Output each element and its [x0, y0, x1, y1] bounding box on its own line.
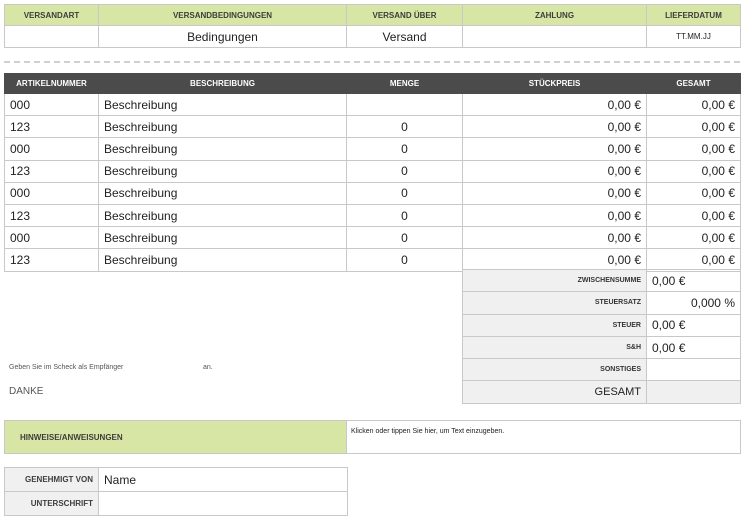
tax-value[interactable]: 0,00 € — [647, 314, 741, 336]
item-description[interactable]: Beschreibung — [99, 94, 347, 116]
item-description[interactable]: Beschreibung — [99, 249, 347, 271]
shipping-table — [4, 4, 741, 48]
item-description[interactable]: Beschreibung — [99, 116, 347, 138]
ship-via-header: VERSAND ÜBER — [347, 5, 463, 26]
item-line-total[interactable]: 0,00 € — [647, 94, 741, 116]
check-payable-label: Geben Sie im Scheck als Empfänger — [9, 364, 124, 371]
grand-total-value[interactable] — [647, 381, 741, 403]
shipping-header-row — [5, 5, 741, 26]
signature-label: UNTERSCHRIFT — [5, 492, 99, 516]
thanks-text: DANKE — [9, 386, 44, 397]
item-unit-price[interactable]: 0,00 € — [463, 204, 647, 226]
approved-by-label — [5, 468, 99, 492]
notes-table — [4, 420, 741, 454]
subtotal-label: ZWISCHENSUMME — [463, 270, 647, 292]
item-article-number[interactable]: 000 — [5, 227, 99, 249]
item-quantity[interactable] — [347, 94, 463, 116]
item-quantity[interactable]: 0 — [347, 227, 463, 249]
item-unit-price[interactable]: 0,00 € — [463, 138, 647, 160]
ship-via-cell[interactable]: Versand — [347, 26, 463, 48]
other-label: SONSTIGES — [463, 359, 647, 381]
shipping-handling-label: S&H — [463, 336, 647, 358]
taxrate-row — [463, 292, 741, 314]
other-row — [463, 359, 741, 381]
description-header: BESCHREIBUNG — [99, 74, 347, 94]
payment-header: ZAHLUNG — [463, 5, 647, 26]
item-row — [5, 94, 741, 116]
items-header-row — [5, 74, 741, 94]
approved-by-row — [5, 468, 348, 492]
item-row — [5, 182, 741, 204]
item-row — [5, 160, 741, 182]
tax-row — [463, 314, 741, 336]
shipping-method-header: VERSANDART — [5, 5, 99, 26]
shipping-handling-row — [463, 336, 741, 358]
shipping-value-row — [5, 26, 741, 48]
other-value[interactable] — [647, 359, 741, 381]
item-line-total[interactable]: 0,00 € — [647, 249, 741, 271]
check-payable-suffix: an. — [203, 364, 213, 371]
item-row — [5, 204, 741, 226]
taxrate-label: STEUERSATZ — [463, 292, 647, 314]
signature-row — [5, 492, 348, 516]
signature-value[interactable] — [99, 492, 348, 516]
approved-by-label-text: GENEHMIGT VON — [24, 475, 93, 484]
item-article-number[interactable]: 123 — [5, 204, 99, 226]
item-description[interactable]: Beschreibung — [99, 182, 347, 204]
item-unit-price[interactable]: 0,00 € — [463, 94, 647, 116]
approval-table — [4, 467, 348, 516]
notes-input[interactable]: Klicken oder tippen Sie hier, um Text einzugeben. — [347, 421, 741, 454]
item-line-total[interactable]: 0,00 € — [647, 138, 741, 160]
item-description[interactable]: Beschreibung — [99, 160, 347, 182]
grand-total-label: GESAMT — [463, 381, 647, 403]
item-row — [5, 249, 741, 271]
item-description[interactable]: Beschreibung — [99, 204, 347, 226]
shipping-terms-header: VERSANDBEDINGUNGEN — [99, 5, 347, 26]
item-row — [5, 138, 741, 160]
check-payable-text — [9, 364, 213, 371]
shipping-terms-cell[interactable]: Bedingungen — [99, 26, 347, 48]
item-article-number[interactable]: 123 — [5, 249, 99, 271]
item-row — [5, 227, 741, 249]
article-number-header: ARTIKELNUMMER — [5, 74, 99, 94]
delivery-date-header: LIEFERDATUM — [647, 5, 741, 26]
item-unit-price[interactable]: 0,00 € — [463, 227, 647, 249]
item-description[interactable]: Beschreibung — [99, 138, 347, 160]
item-unit-price[interactable]: 0,00 € — [463, 116, 647, 138]
item-quantity[interactable]: 0 — [347, 138, 463, 160]
subtotal-row — [463, 270, 741, 292]
item-quantity[interactable]: 0 — [347, 204, 463, 226]
quantity-header: MENGE — [347, 74, 463, 94]
payment-cell[interactable] — [463, 26, 647, 48]
item-article-number[interactable]: 000 — [5, 182, 99, 204]
shipping-method-cell[interactable] — [5, 26, 99, 48]
item-quantity[interactable]: 0 — [347, 116, 463, 138]
grand-total-row — [463, 381, 741, 403]
item-quantity[interactable]: 0 — [347, 182, 463, 204]
item-unit-price[interactable]: 0,00 € — [463, 160, 647, 182]
subtotal-value[interactable]: 0,00 € — [647, 270, 741, 292]
item-line-total[interactable]: 0,00 € — [647, 116, 741, 138]
totals-table — [462, 269, 741, 404]
item-line-total[interactable]: 0,00 € — [647, 227, 741, 249]
item-article-number[interactable]: 000 — [5, 94, 99, 116]
item-line-total[interactable]: 0,00 € — [647, 160, 741, 182]
notes-label: HINWEISE/ANWEISUNGEN — [5, 421, 347, 454]
approved-by-value[interactable]: Name — [99, 468, 348, 492]
item-line-total[interactable]: 0,00 € — [647, 182, 741, 204]
shipping-handling-value[interactable]: 0,00 € — [647, 336, 741, 358]
item-article-number[interactable]: 123 — [5, 116, 99, 138]
item-article-number[interactable]: 000 — [5, 138, 99, 160]
line-total-header: GESAMT — [647, 74, 741, 94]
notes-row — [5, 421, 741, 454]
delivery-date-cell[interactable]: TT.MM.JJ — [647, 26, 741, 48]
item-line-total[interactable]: 0,00 € — [647, 204, 741, 226]
item-unit-price[interactable]: 0,00 € — [463, 249, 647, 271]
item-description[interactable]: Beschreibung — [99, 227, 347, 249]
taxrate-value[interactable]: 0,000 % — [647, 292, 741, 314]
item-quantity[interactable]: 0 — [347, 249, 463, 271]
dashed-divider — [4, 61, 740, 63]
item-article-number[interactable]: 123 — [5, 160, 99, 182]
item-row — [5, 116, 741, 138]
tax-label: STEUER — [463, 314, 647, 336]
item-quantity[interactable]: 0 — [347, 160, 463, 182]
unit-price-header: STÜCKPREIS — [463, 74, 647, 94]
item-unit-price[interactable]: 0,00 € — [463, 182, 647, 204]
items-table — [4, 73, 741, 272]
